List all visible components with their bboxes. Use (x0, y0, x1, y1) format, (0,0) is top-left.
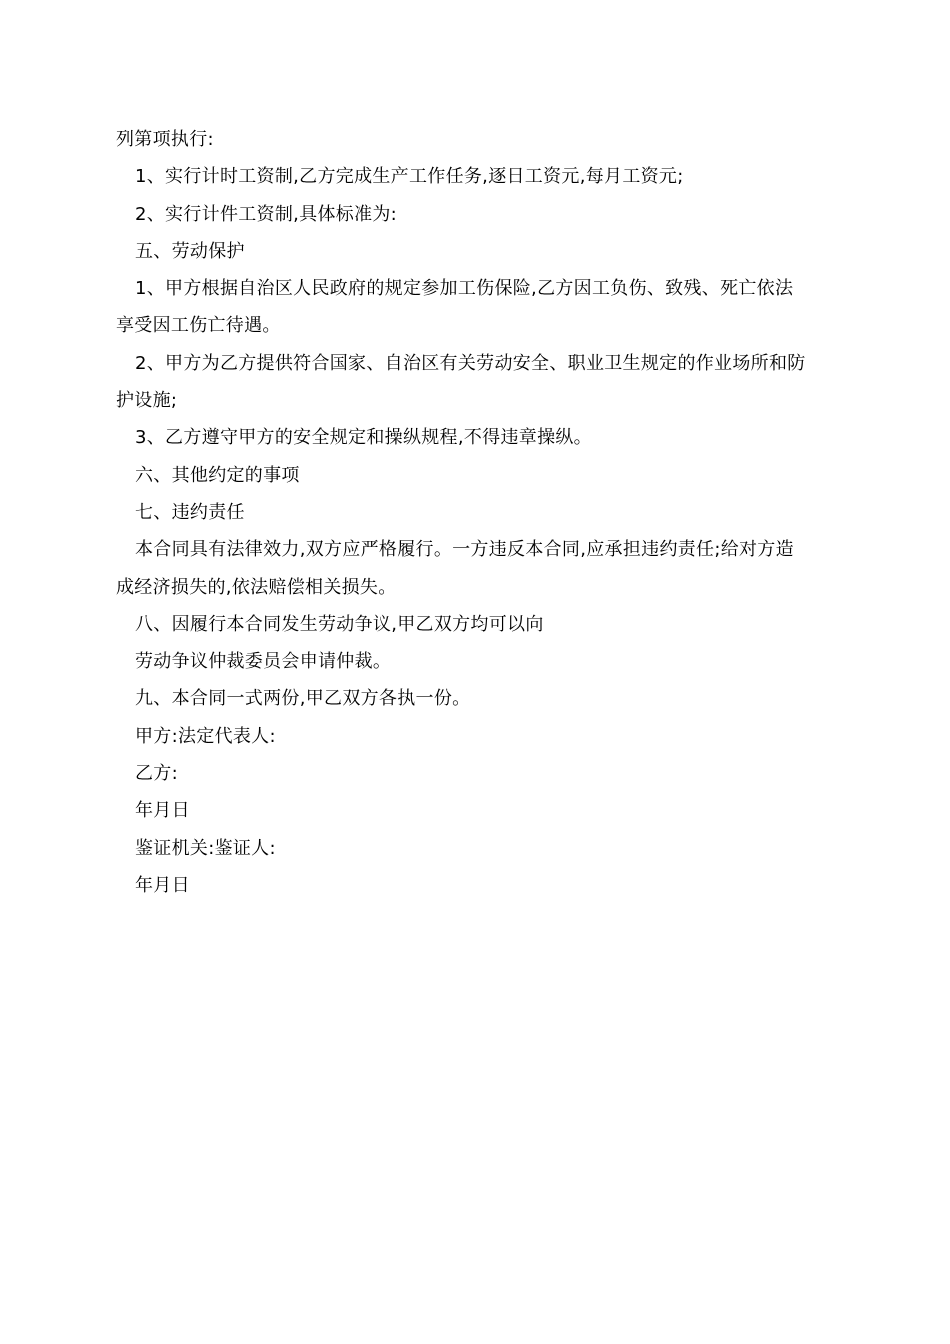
party-b-signature-line: 乙方: (135, 763, 178, 785)
section-heading-breach-liability: 七、违约责任 (135, 501, 245, 523)
protection-item-2-continued: 护设施; (116, 390, 178, 412)
liability-paragraph: 本合同具有法律效力,双方应严格履行。一方违反本合同,应承担违约责任;给对方造 (135, 539, 794, 561)
date-line-authentication: 年月日 (135, 874, 190, 896)
wage-item-2: 2、实行计件工资制,具体标准为: (135, 203, 398, 225)
section-heading-other-matters: 六、其他约定的事项 (135, 464, 300, 486)
wage-item-1: 1、实行计时工资制,乙方完成生产工作任务,逐日工资元,每月工资元; (135, 166, 684, 188)
authentication-signature-line: 鉴证机关:鉴证人: (135, 837, 276, 859)
protection-item-1-continued: 享受因工伤亡待遇。 (116, 315, 281, 337)
section-heading-copies: 九、本合同一式两份,甲乙双方各执一份。 (135, 688, 471, 710)
protection-item-1: 1、甲方根据自治区人民政府的规定参加工伤保险,乙方因工负伤、致残、死亡依法 (135, 278, 794, 300)
protection-item-3: 3、乙方遵守甲方的安全规定和操纵规程,不得违章操纵。 (135, 427, 592, 449)
section-heading-disputes: 八、因履行本合同发生劳动争议,甲乙双方均可以向 (135, 613, 544, 635)
date-line-parties: 年月日 (135, 800, 190, 822)
party-a-signature-line: 甲方:法定代表人: (135, 725, 276, 747)
section-heading-labor-protection: 五、劳动保护 (135, 240, 245, 262)
disputes-arbitration-line: 劳动争议仲裁委员会申请仲裁。 (135, 651, 392, 673)
document-body (116, 121, 840, 904)
protection-item-2: 2、甲方为乙方提供符合国家、自治区有关劳动安全、职业卫生规定的作业场所和防 (135, 352, 806, 374)
text-line-continuation: 列第项执行: (116, 129, 214, 150)
liability-paragraph-continued: 成经济损失的,依法赔偿相关损失。 (116, 576, 397, 598)
